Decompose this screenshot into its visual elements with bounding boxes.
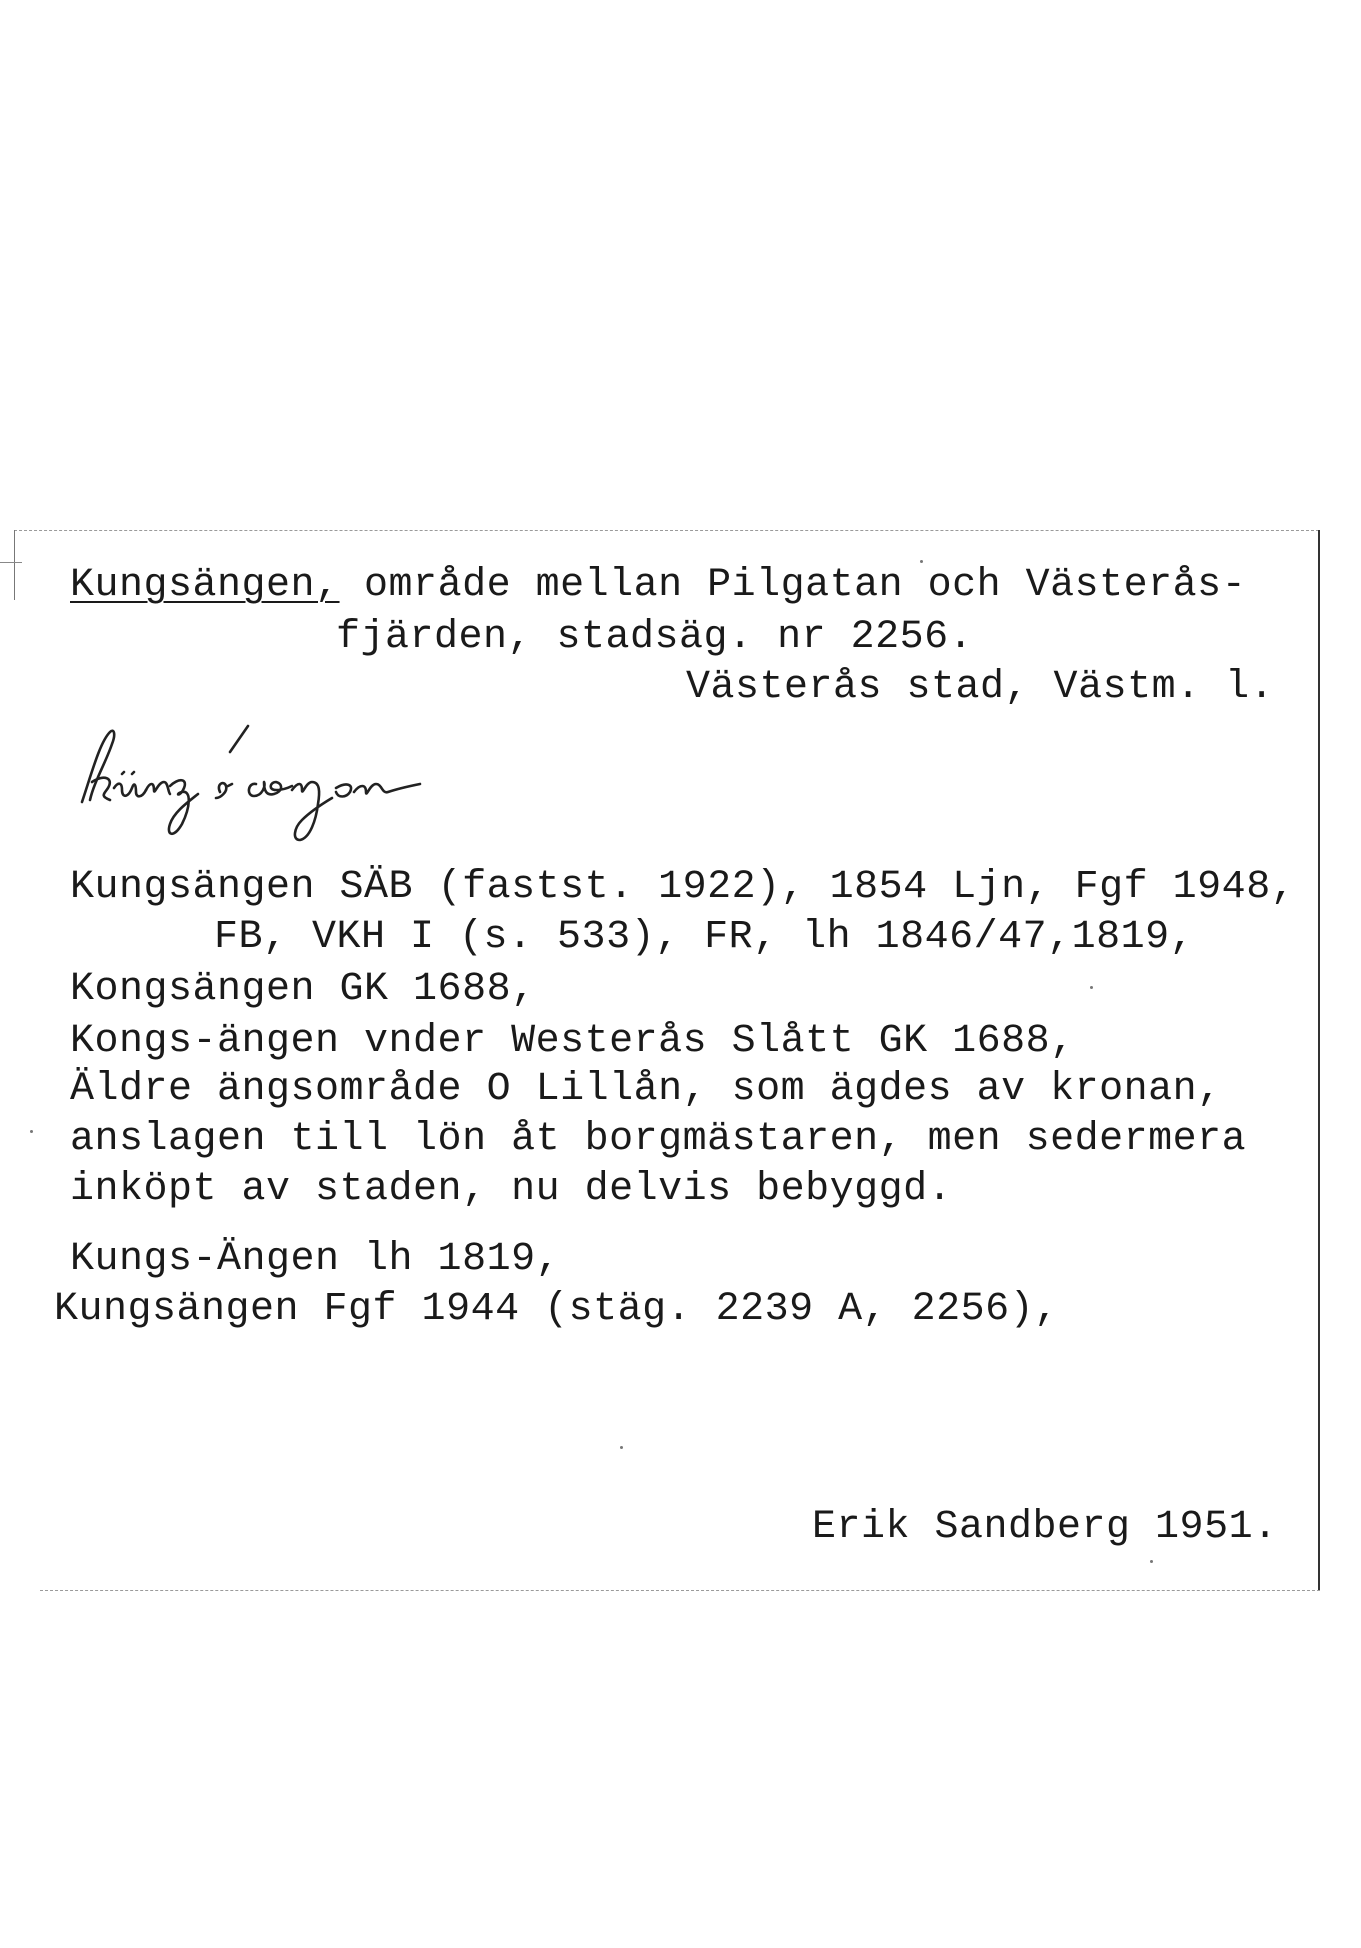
card-left-border: [14, 530, 15, 600]
heading-line-2: fjärden, stadsäg. nr 2256.: [336, 615, 974, 660]
record-line: anslagen till lön åt borgmästaren, men sedermera: [70, 1117, 1247, 1162]
scan-speck: [920, 560, 923, 563]
heading-location: Västerås stad, Västm. l.: [686, 665, 1275, 710]
card-right-border: [1318, 530, 1320, 1590]
card-top-border: [14, 530, 1319, 531]
record-line: FB, VKH I (s. 533), FR, lh 1846/47,1819,: [214, 915, 1195, 960]
scan-speck: [620, 1446, 623, 1449]
handwritten-pronunciation: [70, 712, 550, 852]
heading-term: Kungsängen,: [70, 563, 340, 608]
scan-speck: [1150, 1560, 1153, 1563]
card-bottom-border: [40, 1590, 1320, 1591]
record-line: Kongs-ängen vnder Westerås Slått GK 1688,: [70, 1019, 1075, 1064]
record-line: inköpt av staden, nu delvis bebyggd.: [70, 1167, 953, 1212]
author-signature: Erik Sandberg 1951.: [812, 1505, 1278, 1550]
scan-speck: [1090, 986, 1093, 989]
heading-line-1: [70, 562, 1246, 610]
record-line: Kungs-Ängen lh 1819,: [70, 1237, 561, 1282]
record-line: Kungsängen Fgf 1944 (stäg. 2239 A, 2256),: [54, 1287, 1059, 1332]
margin-tick: [0, 562, 22, 563]
heading-description: område mellan Pilgatan och Västerås-: [339, 563, 1247, 608]
record-line: Kungsängen SÄB (fastst. 1922), 1854 Ljn, Fgf 1948,: [70, 865, 1296, 910]
scan-speck: [30, 1130, 33, 1133]
record-line: Kongsängen GK 1688,: [70, 967, 536, 1012]
record-line: Äldre ängsområde O Lillån, som ägdes av kronan,: [70, 1067, 1222, 1112]
